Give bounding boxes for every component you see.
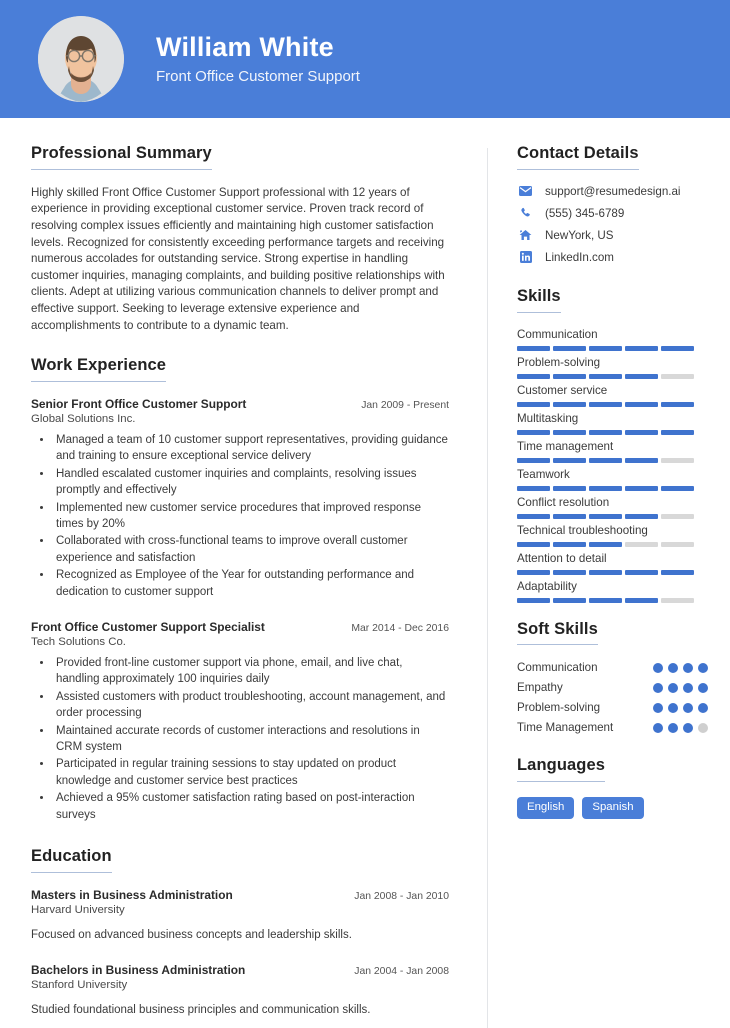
skill-bar-segment — [625, 374, 658, 379]
soft-skill-rating — [653, 723, 708, 733]
skill-label: Adaptability — [517, 579, 577, 593]
section-heading: Skills — [517, 287, 561, 313]
skill-level-bar — [517, 346, 708, 351]
skill-bar-segment — [517, 346, 550, 351]
skill-level-bar — [517, 598, 708, 603]
skill-bar-segment — [553, 514, 586, 519]
linkedin-icon — [517, 251, 534, 263]
skill-bar-segment — [661, 486, 694, 491]
list-item: • Provided front-line customer support via phone, email, and live chat, handling approximately 100 inquiries daily — [53, 655, 449, 688]
language-chip: Spanish — [582, 797, 643, 819]
skill-bar-segment — [589, 430, 622, 435]
skill-bar-segment — [625, 514, 658, 519]
education-entry — [31, 963, 449, 1018]
section-heading: Work Experience — [31, 356, 166, 382]
skill-bar-segment — [661, 346, 694, 351]
sidebar-column — [488, 144, 730, 1028]
soft-skill-label: Communication — [517, 661, 598, 675]
professional-summary-text: Highly skilled Front Office Customer Support professional with 12 years of experience in providing exceptional customer service. Proven track record of resolving complex issues efficiently and maintaining high customer satisfaction levels. Recognized for consistently exceeding performance targets and receiving numerous accolades for outstanding service. Strong expertise in handling customer inquiries, managing complaints, and building positive relationships with clients. Adept at utilizing various communication channels to deliver prompt and effective support. Seeking to leverage extensive experience and accomplishments to contribute to a dynamic team. — [31, 185, 445, 332]
rating-dot — [698, 703, 708, 713]
rating-dot — [683, 683, 693, 693]
entry-organization: Stanford University — [31, 978, 128, 991]
section-heading: Soft Skills — [517, 620, 598, 646]
rating-dot — [683, 723, 693, 733]
rating-dot — [668, 723, 678, 733]
section-heading: Languages — [517, 756, 605, 782]
entry-description: Studied foundational business principles and communication skills. — [31, 1003, 371, 1016]
skill-level-bar — [517, 430, 708, 435]
skill-bar-segment — [661, 402, 694, 407]
skill-bar-segment — [661, 374, 694, 379]
entry-title: Masters in Business Administration — [31, 887, 233, 902]
section-work-experience-header — [31, 356, 449, 382]
contact-list — [517, 185, 708, 264]
skill-bar-segment — [553, 430, 586, 435]
list-item: • Maintained accurate records of customer interactions and resolutions in CRM system — [53, 723, 449, 756]
rating-dot — [698, 723, 708, 733]
section-heading: Professional Summary — [31, 144, 212, 170]
skill-row — [517, 356, 708, 379]
skill-bar-segment — [517, 542, 550, 547]
skill-bar-segment — [589, 570, 622, 575]
section-education-header — [31, 847, 449, 873]
skill-row — [517, 440, 708, 463]
skill-bar-segment — [661, 430, 694, 435]
rating-dot — [683, 703, 693, 713]
skill-row — [517, 580, 708, 603]
skill-bar-segment — [589, 598, 622, 603]
person-photo-icon — [38, 16, 124, 102]
rating-dot — [668, 683, 678, 693]
skill-bar-segment — [553, 346, 586, 351]
skill-row — [517, 384, 708, 407]
skill-label: Teamwork — [517, 467, 570, 481]
skill-label: Attention to detail — [517, 551, 607, 565]
contact-item-linkedin[interactable] — [517, 251, 708, 264]
entry-organization: Harvard University — [31, 903, 125, 916]
contact-item-phone[interactable] — [517, 207, 708, 220]
skill-label: Conflict resolution — [517, 495, 610, 509]
skill-row — [517, 552, 708, 575]
rating-dot — [668, 663, 678, 673]
contact-item-email[interactable] — [517, 185, 708, 198]
contact-value: NewYork, US — [545, 228, 614, 242]
skill-level-bar — [517, 514, 708, 519]
skill-bar-segment — [517, 486, 550, 491]
main-column — [0, 144, 487, 1028]
resume-body — [0, 118, 730, 1028]
rating-dot — [698, 663, 708, 673]
skill-bar-segment — [625, 458, 658, 463]
skill-row — [517, 524, 708, 547]
section-languages-header — [517, 756, 708, 782]
entry-title: Front Office Customer Support Specialist — [31, 620, 265, 634]
skill-bar-segment — [517, 514, 550, 519]
education-entry — [31, 888, 449, 943]
skill-level-bar — [517, 542, 708, 547]
skill-bar-segment — [661, 570, 694, 575]
soft-skill-label: Time Management — [517, 721, 614, 735]
soft-skill-label: Problem-solving — [517, 701, 601, 715]
list-item: • Assisted customers with product troubleshooting, account management, and order processing — [53, 689, 449, 722]
skill-bar-segment — [625, 402, 658, 407]
avatar — [38, 16, 124, 102]
entry-date: Jan 2008 - Jan 2010 — [354, 890, 449, 902]
section-heading: Education — [31, 847, 112, 873]
skill-bar-segment — [517, 458, 550, 463]
skill-bar-segment — [661, 458, 694, 463]
skill-label: Time management — [517, 439, 614, 453]
skill-row — [517, 496, 708, 519]
entry-date: Jan 2009 - Present — [361, 399, 449, 411]
skill-bar-segment — [517, 430, 550, 435]
language-chip: English — [517, 797, 574, 819]
entry-bullets — [31, 655, 449, 823]
page-title: William White — [156, 31, 334, 62]
skill-bar-segment — [553, 542, 586, 547]
skill-level-bar — [517, 458, 708, 463]
work-entry — [31, 397, 449, 600]
skill-bar-segment — [553, 402, 586, 407]
skill-level-bar — [517, 402, 708, 407]
soft-skill-rating — [653, 683, 708, 693]
list-item: • Handled escalated customer inquiries and complaints, resolving issues promptly and effectively — [53, 466, 449, 499]
skill-label: Communication — [517, 327, 598, 341]
section-heading: Contact Details — [517, 144, 639, 170]
contact-value: support@resumedesign.ai — [545, 184, 681, 198]
rating-dot — [683, 663, 693, 673]
skill-bar-segment — [661, 598, 694, 603]
skill-bar-segment — [625, 430, 658, 435]
list-item: • Recognized as Employee of the Year for outstanding performance and dedication to customer support — [53, 567, 449, 600]
skill-bar-segment — [661, 514, 694, 519]
list-item: • Collaborated with cross-functional teams to improve overall customer experience and satisfaction — [53, 533, 449, 566]
entry-description: Focused on advanced business concepts and leadership skills. — [31, 928, 352, 941]
section-soft-skills-header — [517, 620, 708, 646]
contact-item-location[interactable] — [517, 229, 708, 242]
skill-bar-segment — [553, 458, 586, 463]
list-item: • Participated in regular training sessions to stay updated on product knowledge and customer service best practices — [53, 756, 449, 789]
skill-bar-segment — [553, 486, 586, 491]
skill-bar-segment — [553, 598, 586, 603]
soft-skill-row — [517, 660, 708, 675]
skill-level-bar — [517, 486, 708, 491]
skill-label: Problem-solving — [517, 355, 601, 369]
soft-skill-row — [517, 680, 708, 695]
soft-skill-rating — [653, 663, 708, 673]
rating-dot — [653, 663, 663, 673]
skill-bar-segment — [625, 346, 658, 351]
entry-bullets — [31, 432, 449, 600]
soft-skill-label: Empathy — [517, 681, 563, 695]
skill-bar-segment — [625, 570, 658, 575]
list-item: • Implemented new customer service procedures that improved response times by 20% — [53, 500, 449, 533]
skill-bar-segment — [589, 374, 622, 379]
section-contact-header — [517, 144, 708, 170]
work-entry — [31, 620, 449, 823]
skill-bar-segment — [625, 486, 658, 491]
skill-bar-segment — [589, 402, 622, 407]
skill-bar-segment — [589, 514, 622, 519]
list-item: • Achieved a 95% customer satisfaction rating based on post-interaction surveys — [53, 790, 449, 823]
soft-skill-row — [517, 720, 708, 735]
skill-bar-segment — [589, 458, 622, 463]
skills-list — [517, 328, 708, 603]
skill-row — [517, 328, 708, 351]
skill-bar-segment — [517, 374, 550, 379]
skill-label: Multitasking — [517, 411, 579, 425]
entry-organization: Tech Solutions Co. — [31, 636, 126, 648]
skill-bar-segment — [553, 374, 586, 379]
envelope-icon — [517, 186, 534, 196]
skill-bar-segment — [517, 598, 550, 603]
entry-organization: Global Solutions Inc. — [31, 412, 136, 425]
soft-skill-row — [517, 700, 708, 715]
skill-bar-segment — [589, 486, 622, 491]
skill-bar-segment — [625, 542, 658, 547]
section-skills-header — [517, 287, 708, 313]
soft-skill-rating — [653, 703, 708, 713]
resume-header — [0, 0, 730, 118]
skill-bar-segment — [517, 570, 550, 575]
entry-date: Jan 2004 - Jan 2008 — [354, 965, 449, 977]
skill-row — [517, 412, 708, 435]
rating-dot — [698, 683, 708, 693]
home-icon — [517, 229, 534, 241]
entry-title: Bachelors in Business Administration — [31, 962, 246, 977]
skill-bar-segment — [553, 570, 586, 575]
phone-icon — [517, 207, 534, 219]
skill-bar-segment — [589, 542, 622, 547]
rating-dot — [653, 723, 663, 733]
rating-dot — [668, 703, 678, 713]
skill-row — [517, 468, 708, 491]
entry-title: Senior Front Office Customer Support — [31, 396, 247, 411]
job-title: Front Office Customer Support — [156, 68, 360, 86]
contact-value: LinkedIn.com — [545, 250, 614, 264]
section-professional-summary-header — [31, 144, 449, 170]
entry-date: Mar 2014 - Dec 2016 — [351, 623, 449, 634]
languages-list — [517, 797, 708, 819]
rating-dot — [653, 683, 663, 693]
skill-label: Technical troubleshooting — [517, 523, 648, 537]
contact-value: (555) 345-6789 — [545, 206, 625, 220]
list-item: • Managed a team of 10 customer support representatives, providing guidance and training to ensure exceptional service delivery — [53, 432, 449, 465]
skill-level-bar — [517, 374, 708, 379]
skill-bar-segment — [589, 346, 622, 351]
skill-bar-segment — [661, 542, 694, 547]
soft-skills-list — [517, 660, 708, 735]
rating-dot — [653, 703, 663, 713]
skill-label: Customer service — [517, 383, 608, 397]
skill-bar-segment — [625, 598, 658, 603]
skill-bar-segment — [517, 402, 550, 407]
skill-level-bar — [517, 570, 708, 575]
